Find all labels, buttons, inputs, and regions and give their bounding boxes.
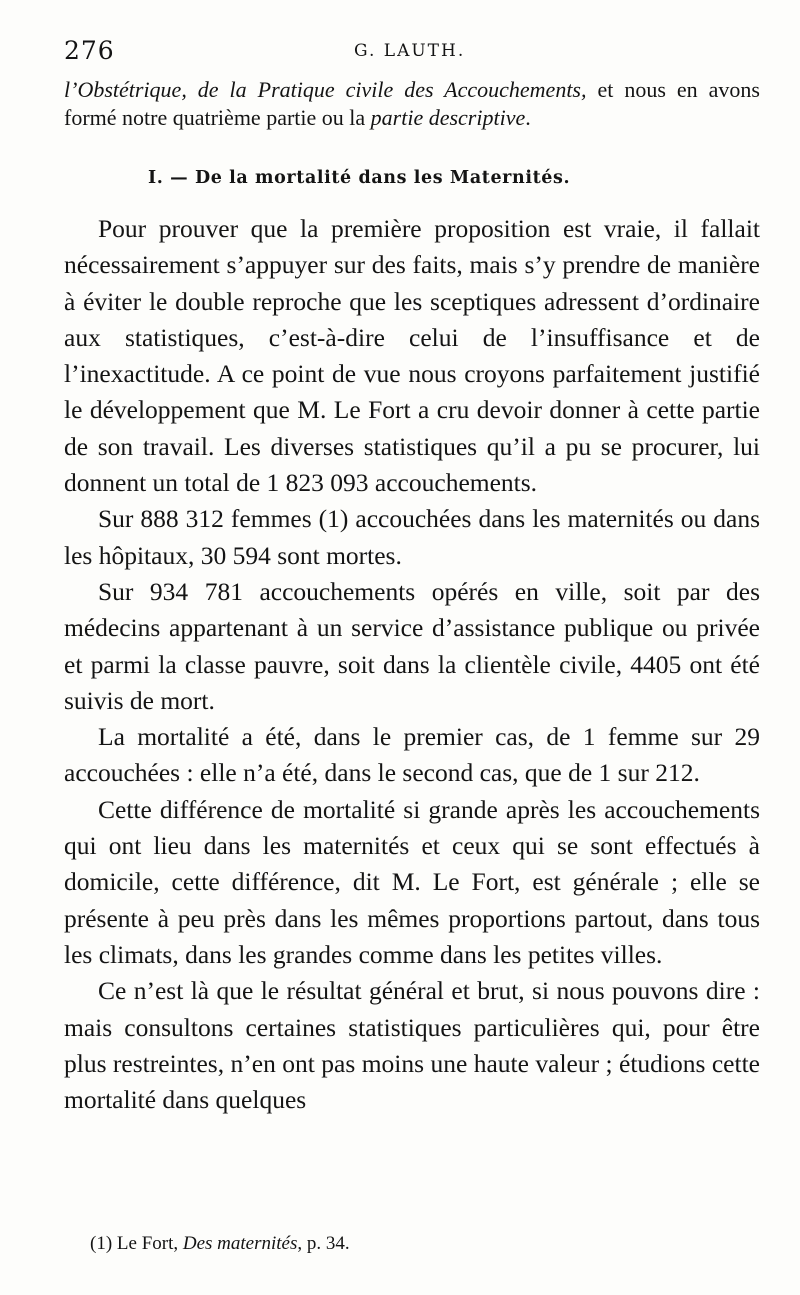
- footnote-marker: (1) Le Fort,: [90, 1233, 183, 1254]
- page-number: 276: [64, 36, 115, 65]
- intro-text-middle: et nous en avons formé notre quatrième partie ou la: [64, 77, 760, 130]
- paragraph: Cette différence de mortalité si grande après les accouchements qui ont lieu dans les maternités et ceux qui se sont effectués à domicile, cette différence, dit M. Le Fort, est générale ; elle se présente à peu près dans les mêmes proportions partout, dans tous les climats, dans les grandes comme dans les petites villes.: [64, 794, 760, 969]
- intro-italic-part: partie descriptive: [370, 105, 526, 130]
- paragraph: La mortalité a été, dans le premier cas, de 1 femme sur 29 accouchées : elle n’a été, dans le second cas, que de 1 sur 212.: [64, 722, 760, 788]
- paragraph: Pour prouver que la première proposition est vraie, il fallait nécessairement s’appuyer sur des faits, mais s’y prendre de manière à éviter le double reproche que les sceptiques adressent d’ordinaire aux statistiques, c’est-à-dire celui de l’insuffisance et de l’inexactitude. A ce point de vue nous croyons parfaitement justifié le développement que M. Le Fort a cru devoir donner à cette partie de son travail. Les diverses statistiques qu’il a pu se procurer, lui donnent un total de 1 823 093 accouchements.: [64, 214, 760, 498]
- intro-italic-titles: l’Obstétrique, de la Pratique civile des Accouchements,: [64, 77, 587, 102]
- intro-paragraph: [64, 76, 760, 132]
- footnote-title: Des maternités: [182, 1233, 298, 1254]
- paragraph: Sur 934 781 accouchements opérés en ville, soit par des médecins appartenant à un service d’assistance publique ou privée et parmi la classe pauvre, soit dans la clientèle civile, 4405 ont été suivis de mort.: [64, 576, 760, 715]
- footnote-page: , p. 34.: [297, 1233, 350, 1254]
- body-text: [64, 211, 760, 1118]
- intro-text-end: .: [525, 105, 531, 130]
- section-heading: I. — De la mortalité dans les Maternités.: [148, 168, 571, 188]
- paragraph: Sur 888 312 femmes (1) accouchées dans les maternités ou dans les hôpitaux, 30 594 sont mortes.: [64, 504, 760, 570]
- paragraph: Ce n’est là que le résultat général et brut, si nous pouvons dire : mais consultons certaines statistiques particulières qui, pour être plus restreintes, n’en ont pas moins une haute valeur ; étudions cette mortalité dans quelques: [64, 976, 760, 1115]
- footnote: [90, 1233, 350, 1255]
- running-head-author: G. LAUTH.: [354, 41, 466, 61]
- running-head: [64, 36, 760, 66]
